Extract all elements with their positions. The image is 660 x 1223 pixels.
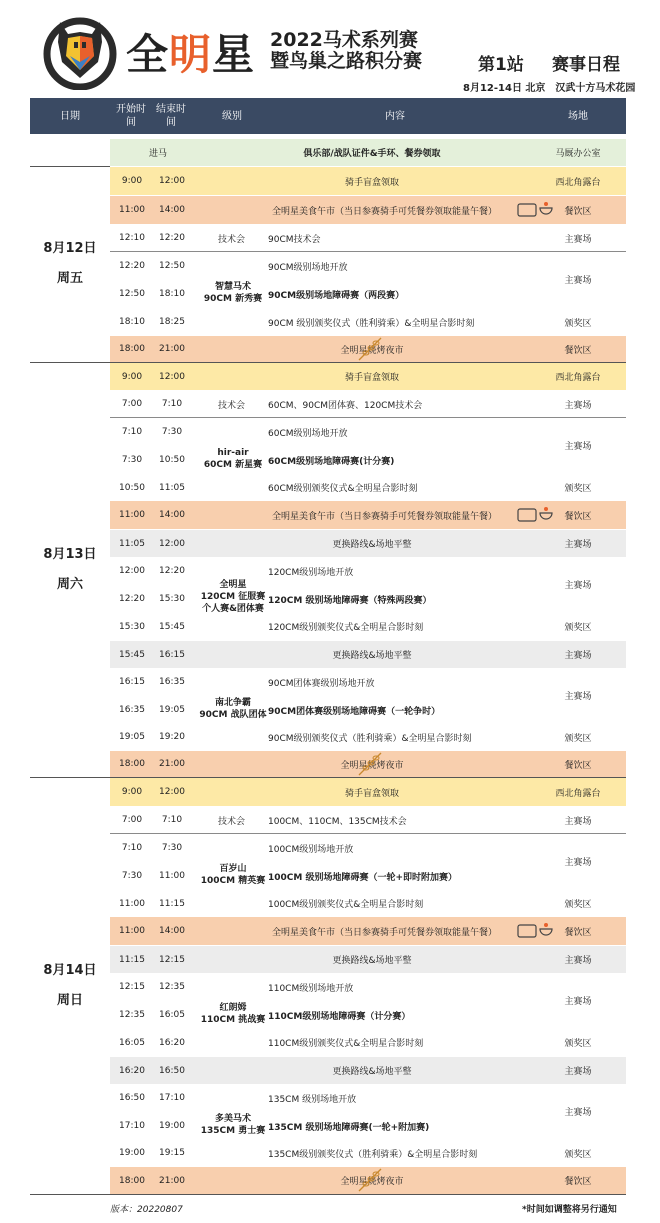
- start-time: 7:10: [121, 427, 143, 437]
- all-star-logo: [40, 12, 120, 90]
- row-content: 120CM 级别场地障碍赛（特殊两段赛）: [268, 595, 432, 606]
- series-title: 2022马术系列赛 暨鸟巢之路积分赛: [270, 29, 423, 72]
- start-time: 17:10: [119, 1121, 145, 1131]
- end-time: 12:35: [159, 982, 185, 992]
- end-time: 21:00: [159, 1175, 185, 1186]
- start-time: 16:50: [119, 1093, 145, 1103]
- start-time: 18:00: [119, 1175, 145, 1186]
- row-content: 全明星烧烤夜市: [340, 345, 404, 356]
- start-time: 12:15: [119, 982, 145, 992]
- schedule-row: [110, 308, 626, 336]
- start-time: 9:00: [121, 787, 143, 797]
- row-venue: 餐饮区: [564, 1177, 592, 1187]
- row-content: 120CM级别颁奖仪式&全明星合影时刻: [268, 623, 424, 633]
- start-time: 11:00: [119, 926, 145, 936]
- brand-wordmark: 全明星: [126, 30, 256, 79]
- end-time: 12:00: [159, 176, 185, 186]
- level-d3-b: 红朗姆 110CM 挑战赛: [200, 1003, 266, 1025]
- end-time: 19:15: [159, 1148, 185, 1158]
- row-venue: 主赛场: [564, 581, 592, 591]
- row-content: 60CM、90CM团体赛、120CM技术会: [268, 400, 423, 411]
- row-venue: 主赛场: [564, 276, 592, 286]
- level-tech-meeting: 技术会: [218, 817, 246, 827]
- table-bottom-border: [30, 1194, 626, 1195]
- schedule-row: [110, 474, 626, 501]
- col-start: 开始时间: [116, 104, 146, 128]
- start-time: 11:05: [119, 538, 145, 549]
- row-content: 90CM级别颁奖仪式（胜利骑乘）&全明星合影时刻: [268, 733, 472, 744]
- end-time: 16:50: [159, 1065, 185, 1076]
- row-venue: 颁奖区: [564, 1039, 592, 1049]
- start-time: 18:00: [119, 759, 145, 769]
- row-venue: 颁奖区: [564, 1149, 592, 1160]
- row-content: 100CM级别颁奖仪式&全明星合影时刻: [268, 900, 424, 910]
- end-time: 21:00: [159, 759, 185, 769]
- row-content: 90CM团体赛级别场地开放: [268, 678, 375, 689]
- end-time: 19:05: [159, 705, 185, 715]
- day-divider: [30, 166, 110, 167]
- lunch-box-icon: [516, 198, 556, 222]
- schedule-row: [110, 778, 626, 806]
- row-content: 全明星美食午市（当日参赛骑手可凭餐券领取能量午餐）: [272, 511, 498, 522]
- schedule-row: [110, 1029, 626, 1056]
- row-venue: 颁奖区: [564, 484, 592, 494]
- end-time: 16:35: [159, 677, 185, 687]
- col-venue: 场地: [568, 110, 588, 122]
- level-d3-a: 百岁山 100CM 精英赛: [200, 864, 266, 886]
- schedule-row: [110, 890, 626, 917]
- start-time: 11:00: [119, 205, 145, 215]
- start-time: 12:20: [119, 261, 145, 271]
- start-time: 12:35: [119, 1010, 145, 1020]
- start-time: 10:50: [119, 482, 145, 493]
- end-time: 14:00: [159, 510, 185, 520]
- end-time: 12:00: [159, 371, 185, 382]
- row-venue: 主赛场: [564, 442, 592, 452]
- col-content: 内容: [385, 110, 405, 122]
- row-content: 全明星美食午市（当日参赛骑手可凭餐券领取能量午餐）: [272, 206, 498, 217]
- schedule-row: [110, 1140, 626, 1166]
- start-time: 7:00: [121, 399, 143, 409]
- end-time: 12:15: [159, 954, 185, 965]
- end-time: 15:30: [159, 594, 185, 604]
- row-content: 90CM团体赛级别场地障碍赛（一轮争时）: [268, 706, 441, 717]
- row-venue: 颁奖区: [564, 318, 592, 329]
- intro-venue: 马厩办公室: [555, 149, 601, 159]
- row-content: 90CM 级别颁奖仪式（胜利骑乘）&全明星合影时刻: [268, 318, 475, 329]
- row-content: 90CM技术会: [268, 234, 321, 245]
- intro-label: 进马: [148, 149, 167, 159]
- start-time: 12:50: [119, 289, 145, 299]
- table-header: [30, 98, 626, 134]
- stage-title: 赛事日程: [552, 55, 620, 75]
- row-venue: 餐饮区: [564, 345, 592, 356]
- start-time: 12:20: [119, 594, 145, 604]
- row-content: 100CM 级别场地障碍赛（一轮+即时附加赛）: [268, 872, 458, 883]
- row-content: 100CM、110CM、135CM技术会: [268, 816, 407, 827]
- row-content: 更换路线&场地平整: [332, 1067, 412, 1077]
- row-venue: 餐饮区: [564, 206, 592, 217]
- row-content: 100CM级别场地开放: [268, 844, 354, 855]
- start-time: 16:35: [119, 705, 145, 715]
- start-time: 19:05: [119, 732, 145, 742]
- schedule-row: [110, 225, 626, 251]
- intro-row: [110, 139, 626, 166]
- footer-note: *时间如调整将另行通知: [522, 1205, 617, 1215]
- end-time: 16:05: [159, 1010, 185, 1020]
- row-content: 全明星美食午市（当日参赛骑手可凭餐券领取能量午餐）: [272, 927, 498, 938]
- level-tech-meeting: 技术会: [218, 401, 246, 411]
- start-time: 18:00: [119, 344, 145, 354]
- end-time: 16:20: [159, 1037, 185, 1048]
- start-time: 12:00: [119, 566, 145, 576]
- row-venue: 主赛场: [564, 234, 592, 245]
- row-content: 110CM级别场地开放: [268, 983, 354, 994]
- schedule-row: [110, 641, 626, 668]
- row-content: 更换路线&场地平整: [332, 651, 412, 661]
- start-time: 15:45: [119, 649, 145, 660]
- row-venue: 主赛场: [564, 540, 592, 550]
- row-content: 135CM 级别场地障碍赛(一轮+附加赛): [268, 1122, 430, 1133]
- schedule-row: [110, 724, 626, 750]
- end-time: 12:20: [159, 233, 185, 243]
- row-venue: 颁奖区: [564, 900, 592, 910]
- start-time: 7:30: [121, 455, 143, 465]
- end-time: 12:00: [159, 538, 185, 549]
- end-time: 12:50: [159, 261, 185, 271]
- start-time: 7:30: [121, 871, 143, 881]
- start-time: 7:10: [121, 843, 143, 853]
- row-venue: 主赛场: [564, 816, 592, 827]
- row-content: 骑手盲盒领取: [344, 177, 399, 188]
- row-content: 110CM级别场地障碍赛（计分赛）: [268, 1011, 411, 1022]
- row-venue: 西北角露台: [555, 373, 601, 383]
- end-time: 7:30: [161, 427, 183, 437]
- row-content: 骑手盲盒领取: [344, 373, 399, 383]
- end-time: 18:10: [159, 289, 185, 299]
- start-time: 9:00: [121, 371, 143, 382]
- end-time: 14:00: [159, 926, 185, 936]
- row-venue: 西北角露台: [555, 177, 601, 188]
- row-venue: 主赛场: [564, 1067, 592, 1077]
- col-end: 结束时间: [156, 104, 186, 128]
- start-time: 7:00: [121, 815, 143, 825]
- end-time: 17:10: [159, 1093, 185, 1103]
- row-venue: 颁奖区: [564, 733, 592, 744]
- row-venue: 餐饮区: [564, 760, 592, 771]
- end-time: 7:10: [161, 815, 183, 825]
- col-date: 日期: [60, 110, 80, 122]
- start-time: 16:05: [119, 1037, 145, 1048]
- row-content: 135CM 级别场地开放: [268, 1094, 357, 1105]
- lunch-box-icon: [516, 503, 556, 527]
- start-time: 16:20: [119, 1065, 145, 1076]
- day-1-label: 8月12日 周五: [43, 241, 97, 286]
- row-venue: 西北角露台: [555, 788, 601, 799]
- row-content: 60CM级别场地开放: [268, 428, 348, 439]
- row-content: 110CM级别颁奖仪式&全明星合影时刻: [268, 1039, 424, 1049]
- level-d2-b: 全明星 120CM 征服赛 个人赛&团体赛: [200, 580, 266, 614]
- level-d2-c: 南北争霸 90CM 战队团体: [199, 698, 267, 720]
- row-venue: 主赛场: [564, 956, 592, 966]
- schedule-row: [110, 363, 626, 390]
- start-time: 11:00: [119, 898, 145, 909]
- end-time: 15:45: [159, 621, 185, 632]
- start-time: 18:10: [119, 317, 145, 327]
- row-venue: 颁奖区: [564, 623, 592, 633]
- level-d3-c: 多美马术 135CM 勇士赛: [200, 1114, 266, 1136]
- row-venue: 主赛场: [564, 858, 592, 868]
- row-content: 更换路线&场地平整: [332, 540, 412, 550]
- row-content: 60CM级别场地障碍赛(计分赛): [268, 456, 395, 467]
- row-content: 90CM级别场地障碍赛（两段赛）: [268, 290, 405, 301]
- schedule-row: [110, 167, 626, 195]
- start-time: 9:00: [121, 176, 143, 186]
- col-level: 级别: [222, 110, 242, 122]
- row-content: 90CM级别场地开放: [268, 262, 348, 273]
- row-content: 全明星烧烤夜市: [340, 1177, 404, 1187]
- schedule-row: [110, 530, 626, 557]
- end-time: 10:50: [159, 455, 185, 465]
- end-time: 21:00: [159, 344, 185, 354]
- start-time: 19:00: [119, 1148, 145, 1158]
- end-time: 18:25: [159, 317, 185, 327]
- schedule-row: [110, 391, 626, 417]
- schedule-row: [110, 1057, 626, 1084]
- row-content: 骑手盲盒领取: [344, 788, 399, 799]
- event-dateline: 8月12-14日 北京 汉武十方马术花园: [463, 83, 636, 94]
- row-venue: 餐饮区: [564, 511, 592, 522]
- day-3-label: 8月14日 周日: [43, 963, 97, 1008]
- end-time: 11:05: [159, 482, 185, 493]
- level-d2-a: hir-air 60CM 新星赛: [203, 448, 263, 470]
- end-time: 7:30: [161, 843, 183, 853]
- version-label: 版本：20220807: [110, 1205, 183, 1215]
- start-time: 11:00: [119, 510, 145, 520]
- lunch-box-icon: [516, 919, 556, 943]
- bbq-skewer-icon: [355, 1167, 385, 1193]
- start-time: 16:15: [119, 677, 145, 687]
- level-d1-main: 智慧马术 90CM 新秀赛: [203, 282, 263, 304]
- intro-content: 俱乐部/战队证件&手环、餐券领取: [303, 149, 441, 159]
- end-time: 7:10: [161, 399, 183, 409]
- schedule-row: [110, 807, 626, 833]
- row-content: 更换路线&场地平整: [332, 956, 412, 966]
- end-time: 16:15: [159, 649, 185, 660]
- day-2-label: 8月13日 周六: [43, 547, 97, 592]
- row-venue: 主赛场: [564, 400, 592, 411]
- start-time: 15:30: [119, 621, 145, 632]
- row-content: 120CM级别场地开放: [268, 567, 354, 578]
- stage-number: 第1站: [478, 55, 524, 75]
- level-tech-meeting: 技术会: [218, 235, 246, 245]
- row-venue: 主赛场: [564, 651, 592, 661]
- row-venue: 主赛场: [564, 692, 592, 702]
- row-content: 135CM级别颁奖仪式（胜利骑乘）&全明星合影时刻: [268, 1149, 478, 1160]
- end-time: 19:20: [159, 732, 185, 742]
- end-time: 12:00: [159, 787, 185, 797]
- end-time: 11:15: [159, 898, 185, 909]
- start-time: 11:15: [119, 954, 145, 965]
- end-time: 11:00: [159, 871, 185, 881]
- end-time: 14:00: [159, 205, 185, 215]
- end-time: 19:00: [159, 1121, 185, 1131]
- bbq-skewer-icon: [355, 751, 385, 777]
- row-venue: 主赛场: [564, 1108, 592, 1118]
- end-time: 12:20: [159, 566, 185, 576]
- row-content: 60CM级别颁奖仪式&全明星合影时刻: [268, 484, 418, 494]
- row-venue: 主赛场: [564, 997, 592, 1007]
- start-time: 12:10: [119, 233, 145, 243]
- bbq-skewer-icon: [355, 336, 385, 362]
- schedule-row: [110, 946, 626, 973]
- row-content: 全明星烧烤夜市: [340, 760, 404, 771]
- row-venue: 餐饮区: [564, 927, 592, 938]
